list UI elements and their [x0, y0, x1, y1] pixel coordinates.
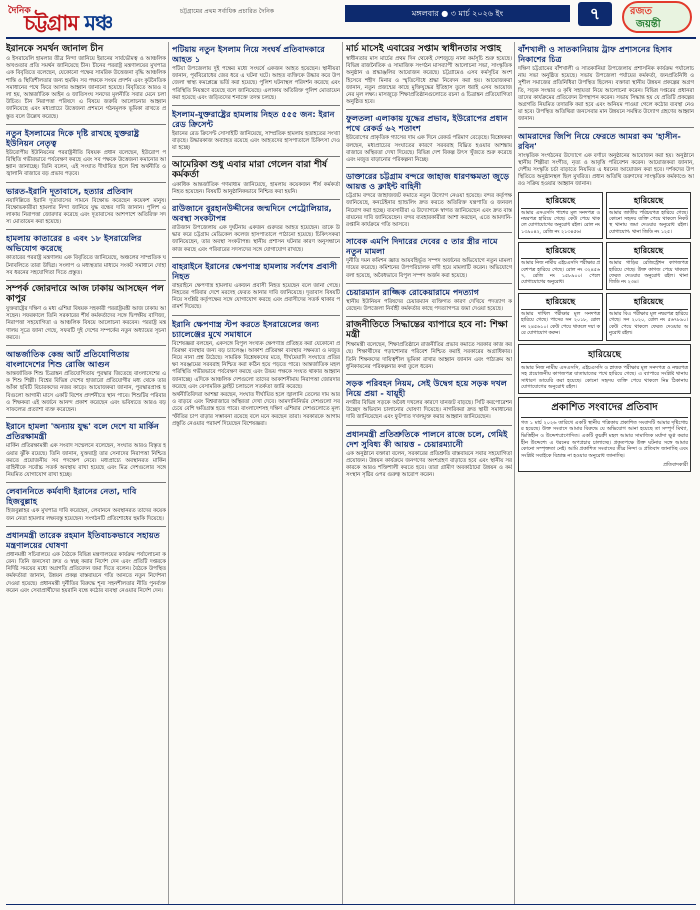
lost-notice-title: হারিয়েছে: [521, 296, 600, 310]
badge-line2: জয়ন্তী: [636, 19, 661, 30]
headline[interactable]: ইরানে হামলা 'অন্যায় যুদ্ধ' বলে দেশে যা মার্কিন প্রতিরক্ষামন্ত্রী: [6, 421, 159, 442]
headline[interactable]: বাহরাইনে ইরানের ক্ষেপণাস্ত্র হামলায় সর্বশেষ প্রবাসী নিহত: [172, 260, 338, 281]
page-number: ৭: [578, 2, 612, 26]
article-body: একাধিক আন্তর্জাতিক গণমাধ্যম জানিয়েছে, হামলায় কয়েকজন শীর্ষ কর্মকর্তা নিহত হয়েছেন। বিষয়টি আনুষ্ঠানিকভাবে নিশ্চিত করা হয়নি।: [172, 181, 340, 195]
headline[interactable]: প্রধানমন্ত্রী তারেক রহমান ইতিবাচকভাবে সহায়ত মন্ত্রণালয়ের ঘোষণা: [6, 529, 160, 550]
article-body: রাউজান উপজেলায় এক দুর্ঘটনায় একজন গুরুতর আহত হয়েছেন। তাকে উদ্ধার করে চট্টগ্রাম মেডিকেল কলেজ হাসপাতালে পাঠানো হয়েছে। চিকিৎসকরা জানিয়েছেন, তার অবস্থা সংকটাপন্ন। স্থানীয় প্রশাসন ঘটনার কারণ অনুসন্ধানে কাজ করছে এবং পরিবারের সদস্যদের সঙ্গে যোগাযোগ রাখছে।: [172, 225, 340, 253]
lost-notice-title: হারিয়েছে: [521, 245, 600, 259]
article-body: চট্টগ্রাম বন্দরে জাহাজজট কমাতে নতুন উদ্যোগ নেওয়া হয়েছে। বন্দর কর্তৃপক্ষ জানিয়েছে, কনটেইনার হ্যান্ডলিং দ্রুত করতে অতিরিক্ত যন্ত্রপাতি ও জনবল নিয়োগ করা হচ্ছে। ব্যবসায়ীরা এ উদ্যোগকে স্বাগত জানিয়েছেন এবং দ্রুত বাস্তবায়নের দাবি জানিয়েছেন। বন্দর ব্যবহারকারীরা আশা করছেন, এতে আমদানি-রপ্তানি কার্যক্রমে গতি আসবে।: [346, 193, 512, 229]
divider: [346, 425, 512, 426]
headline[interactable]: পটিয়ায় নতুন ইসলাম নিয়ে সংঘর্ষ প্রতিবাদকারে আহত ১: [172, 44, 325, 64]
anniversary-badge: [620, 0, 696, 34]
lost-notice-body: আমার নিজ নামীয় এসএসসি, এইচএসসি ও স্নাতক পরীক্ষার মূল সনদপত্র ও নম্বরপত্রসহ প্রয়োজনীয় কাগজপত্র যাতায়াতের পথে হারিয়ে গেছে। এ ব্যাপারে সংশ্লিষ্ট থানায় সাধারণ ডায়েরি করা হয়েছে। কোনো সহৃদয় ব্যক্তি পেয়ে থাকলে নিম্ন ঠিকানায় যোগাযোগের অনুরোধ রইল।: [521, 364, 688, 391]
headline[interactable]: ইরানকে সমর্থন জানাল চীন: [6, 44, 104, 54]
divider: [518, 127, 694, 128]
headline[interactable]: রাউজানে বুরহানউদ্দীনের জন্মদিনে পেট্রোলিয়ার, অবস্থা সংকটাপন্ন: [172, 203, 332, 224]
column-1: [6, 42, 166, 904]
article-body: ও ইসরায়েলি হামলার তীব্র নিন্দা জানিয়ে ইরানের সার্বভৌমত্ব ও আঞ্চলিক অখণ্ডতার প্রতি সমর্থন জানিয়েছে চীন। চীনের পররাষ্ট্র মন্ত্রণালয়ের মুখপাত্র এক বিবৃতিতে বলেছেন, যেকোনো পক্ষের সামরিক উত্তেজনা বৃদ্ধি আঞ্চলিক শান্তি ও স্থিতিশীলতার জন্য হুমকি। সব পক্ষকে সংযম প্রদর্শন এবং কূটনৈতিক সমাধানের পথে ফিরে আসার আহ্বান জানানো হয়েছে। বিবৃতিতে আরও বলা হয়, আন্তর্জাতিক আইন ও জাতিসংঘ সনদের মূলনীতি সবার মেনে চলা উচিত। চীন নিরাপত্তা পরিষদে এ বিষয়ে জরুরি আলোচনার আহ্বান জানিয়েছে এবং মধ্যপ্রাচ্যে উত্তেজনা প্রশমনে গঠনমূলক ভূমিকা রাখতে প্রস্তুত বলে উল্লেখ করেছে।: [6, 56, 166, 120]
page-bottom-rule: [6, 904, 696, 905]
column-divider: [514, 42, 515, 904]
column-divider: [168, 42, 169, 904]
lost-notice-body: আমার জাতীয় পরিচয়পত্র হারিয়ে গেছে। কোনো সহৃদয় ব্যক্তি পেয়ে থাকলে নিকটস্থ থানায় জমা দেওয়ার অনুরোধ রইল। যোগাযোগ: থানা জিডি নং ১২৫।: [609, 210, 688, 235]
lost-notice[interactable]: [606, 293, 691, 341]
article-body: নয়াদিল্লিতে ইরানি দূতাবাসের সামনে বিক্ষোভ করেছেন কয়েকশ মানুষ। বিক্ষোভকারীরা হামলার নিন্দা জানিয়ে যুদ্ধ বন্ধের দাবি জানান। পুলিশ এলাকায় নিরাপত্তা জোরদার করেছে এবং দূতাবাসের আশপাশে অতিরিক্ত সদস্য মোতায়েন করা হয়েছে।: [6, 197, 166, 226]
column-3: [346, 42, 512, 904]
headline[interactable]: নতুন ইসলামের দিকে দৃষ্টি রাখছে যুক্তরাষ্ট্র ইউনিয়ন নেতৃত্ব: [6, 127, 140, 148]
logo-prefix: দৈনিক: [8, 6, 31, 16]
issue-date: মঙ্গলবার ● ৩ মার্চ ২০২৬ ইং: [345, 5, 570, 22]
headline[interactable]: চেয়ারম্যান রাজ্জিক রোকেয়ারামে পদত্যাগ: [346, 286, 479, 297]
divider: [6, 229, 166, 230]
article-body: স্থানীয় ইউনিয়ন পরিষদের চেয়ারম্যান ব্যক্তিগত কারণ দেখিয়ে পদত্যাগ করেছেন। উপজেলা নির্বাহী কর্মকর্তার কাছে পদত্যাগপত্র জমা দেওয়া হয়েছে।: [346, 298, 512, 313]
protest-title: প্রকাশিত সংবাদের প্রতিবাদ: [521, 400, 688, 418]
lost-notice[interactable]: [518, 192, 603, 240]
masthead: [0, 0, 700, 36]
headline[interactable]: আমেরিকা শুধু এবার মারা গেলেন বারা শীর্ষ কর্মকর্তা: [172, 159, 328, 180]
article-body: অর্থনীতিবিদরা আশঙ্কা করছেন, সংঘাত দীর্ঘায়িত হলে জ্বালানি তেলের দাম আরও বাড়বে এবং বিশ্ববাজারে অস্থিরতা দেখা দেবে। আমদানিনির্ভর দেশগুলো সবচেয়ে বেশি ক্ষতিগ্রস্ত হতে পারে। বাংলাদেশসহ দক্ষিণ এশিয়ার দেশগুলোতে মূল্যস্ফীতির চাপ বাড়ার সম্ভাবনা রয়েছে বলে মনে করছেন তারা। সরকারকে আগাম প্রস্তুতি নেওয়ার পরামর্শ দিয়েছেন বিশেষজ্ঞরা।: [172, 392, 340, 427]
lost-notice[interactable]: [518, 242, 603, 290]
badge-line1: রজত: [630, 6, 652, 17]
article-body: কাতারের পররাষ্ট্র মন্ত্রণালয় এক বিবৃতিতে জানিয়েছে, অঞ্চলের সাম্প্রতিক ঘটনাবলিতে তারা উদ্বিগ্ন। সংলাপ ও মধ্যস্থতার মাধ্যমে সংকট সমাধানে দোহা সব ধরনের সহযোগিতা দিতে প্রস্তুত।: [6, 255, 166, 276]
article-body: স্বাধীনতার মাস মার্চের প্রথম দিন থেকেই দেশজুড়ে নানা কর্মসূচি শুরু হয়েছে। বিভিন্ন রাজনৈতিক ও সামাজিক সংগঠন মাসব্যাপী আলোচনা সভা, সাংস্কৃতিক অনুষ্ঠান ও শ্রদ্ধাঞ্জলির আয়োজন করেছে। চট্টগ্রামেও এসব কর্মসূচির অংশ হিসেবে শহীদ মিনার ও স্মৃতিসৌধে শ্রদ্ধা নিবেদন করা হয়। আয়োজকরা জানান, নতুন প্রজন্মের কাছে মুক্তিযুদ্ধের ইতিহাস তুলে ধরাই এসব আয়োজনের মূল লক্ষ্য। মাসজুড়ে শিক্ষাপ্রতিষ্ঠানগুলোতে রচনা ও চিত্রাঙ্কন প্রতিযোগিতা অনুষ্ঠিত হবে।: [346, 56, 512, 106]
article-body: সাংস্কৃতিক সংগঠনের উদ্যোগে এক বর্ণাঢ্য অনুষ্ঠানের আয়োজন করা হয়। অনুষ্ঠানে স্থানীয় শিল্পীরা সংগীত, নৃত্য ও আবৃত্তি পরিবেশন করেন। আয়োজকরা জানান, দেশীয় সংস্কৃতি চর্চা বাড়াতে নিয়মিত এ ধরনের আয়োজন করা হবে। দর্শকদের উপস্থিতিতে অনুষ্ঠানস্থল ছিল মুখরিত। প্রধান অতিথি তরুণদের সাংস্কৃতিক কর্মকাণ্ডে আরও সক্রিয় হওয়ার আহ্বান জানান।: [518, 152, 694, 188]
article-body: আন্তর্জাতিক শিশু চিত্রাঙ্কন প্রতিযোগিতায় পুরস্কার জিতেছে বাংলাদেশের এক শিশু শিল্পী। বিশ্বের বিভিন্ন দেশের হাজারো প্রতিযোগীর মধ্য থেকে তার আঁকা ছবিটি বিচারকদের নজর কাড়ে। আয়োজকরা জানান, পুরস্কারপ্রাপ্ত ছবিগুলো আগামী মাসে একটি বিশেষ প্রদর্শনীতে স্থান পাবে। শিশুটির পরিবার ও শিক্ষকরা এই অর্জনে আনন্দ প্রকাশ করেছেন এবং ভবিষ্যতে আরও বড় সাফল্যের প্রত্যাশা ব্যক্ত করেছেন।: [6, 371, 166, 414]
headline[interactable]: মার্চ মাসেই এবারের সপ্তাম স্বাধীনতার সপ্তাহ: [346, 44, 501, 54]
headline[interactable]: ভারত-ইরানি দূতাবাসে, হত্যার প্রতিবাদ: [6, 185, 133, 196]
newspaper-logo[interactable]: [6, 3, 166, 33]
divider: [172, 156, 340, 157]
lost-notice-title: হারিয়েছে: [609, 245, 688, 259]
lost-notice[interactable]: [518, 293, 603, 341]
lost-notice-title: হারিয়েছে: [521, 195, 600, 209]
article-body: দক্ষিণ চট্টগ্রামের বাঁশখালী ও সাতকানিয়া উপজেলায় প্রশাসনিক কার্যক্রম পর্যালোচনায় সভা অনুষ্ঠিত হয়েছে। সভায় উপজেলা পর্যায়ের কর্মকর্তা, জনপ্রতিনিধি ও সুশীল সমাজের প্রতিনিধিরা উপস্থিত ছিলেন। বক্তারা স্থানীয় উন্নয়ন প্রকল্পের অগ্রগতি, সড়ক সংস্কার ও কৃষি সহায়তা নিয়ে আলোচনা করেন। বিভিন্ন দপ্তরের প্রধানরা তাদের কার্যক্রমের প্রতিবেদন উপস্থাপন করেন। সভায় সিদ্ধান্ত হয় যে প্রতিটি প্রকল্পের অগ্রগতি নিয়মিত তদারকি করা হবে এবং অনিয়ম পাওয়া গেলে কঠোর ব্যবস্থা নেওয়া হবে। উপস্থিত অতিথিরা জনসেবার মান উন্নয়নে সমন্বিত উদ্যোগ গ্রহণের আহ্বান জানান।: [518, 66, 694, 123]
protest-body: গত ১ মার্চ ২০২৬ তারিখে একটি স্থানীয় পত্রিকায় প্রকাশিত সংবাদটি আমার দৃষ্টিগোচর হয়েছে। উক্ত সংবাদে আমার বিরুদ্ধে যে অভিযোগ আনা হয়েছে তা সম্পূর্ণ মিথ্যা, ভিত্তিহীন ও উদ্দেশ্যপ্রণোদিত। একটি কুচক্রী মহল আমার সামাজিক মর্যাদা ক্ষুণ্ণ করার হীন উদ্দেশ্যে এ ধরনের অপপ্রচার চালাচ্ছে। প্রকৃতপক্ষে উক্ত ঘটনার সঙ্গে আমার কোনো সম্পৃক্ততা নেই। আমি প্রকাশিত সংবাদের তীব্র নিন্দা ও প্রতিবাদ জানাচ্ছি এবং সংশ্লিষ্ট সবাইকে বিভ্রান্ত না হওয়ার অনুরোধ জানাচ্ছি।: [521, 419, 688, 459]
lost-notice-title: হারিয়েছে: [521, 347, 688, 363]
headline[interactable]: সম্পর্ক জোরদারে আজ ঢাকায় আসছেন পল কাপুর: [6, 284, 164, 305]
article-body: হিজবুল্লাহর এক মুখপাত্র দাবি করেছেন, লেবাননে অবস্থানরত তাদের কয়েকজন নেতা হামলার লক্ষ্যবস্তু হয়েছেন। সংগঠনটি প্রতিশোধের হুমকি দিয়েছে।: [6, 508, 166, 522]
divider: [172, 257, 340, 258]
column-2: [172, 42, 340, 904]
divider: [346, 109, 512, 110]
lost-notice-wide[interactable]: [518, 344, 691, 394]
article-body: দুর্নীতি দমন কমিশন জ্ঞাত আয়বহির্ভূত সম্পদ অর্জনের অভিযোগে নতুন মামলা দায়ের করেছে। কমিশনের উপপরিচালক বাদী হয়ে মামলাটি করেন। অভিযোগে বলা হয়েছে, অবৈধভাবে বিপুল সম্পদ অর্জন করা হয়েছে।: [346, 258, 512, 279]
divider: [346, 316, 512, 317]
divider: [172, 315, 340, 316]
lost-notice-title: হারিয়েছে: [609, 195, 688, 209]
headline[interactable]: সাবেক এমপি দিদারের দেবের ৫ তার স্ত্রীর নামে নতুন মামলা: [346, 236, 498, 257]
headline[interactable]: রাজনীতিতে সিদ্ধান্তের ব্যাপারে হবে না: শিক্ষা মন্ত্রী: [346, 320, 508, 341]
divider: [346, 283, 512, 284]
article-body: শিক্ষামন্ত্রী বলেছেন, শিক্ষাপ্রতিষ্ঠানে রাজনীতির প্রভাব কমাতে সরকার কাজ করছে। শিক্ষার্থীদের পড়াশোনার পরিবেশ নিশ্চিত করাই সরকারের অগ্রাধিকার। তিনি শিক্ষকদের দায়িত্বশীল ভূমিকা রাখার আহ্বান জানান এবং পাঠ্যক্রম আধুনিকায়নের পরিকল্পনার কথা তুলে ধরেন।: [346, 342, 512, 370]
headline[interactable]: লেবাননিতে কর্মবাদী ইরানের নেতা, দাবি হিজবুল্লাহ: [6, 486, 137, 507]
lost-notice-body: আমার গাড়ির রেজিস্ট্রেশন কাগজপত্র হারিয়ে গেছে। উক্ত কাগজ পেয়ে থাকলে ফেরত দেওয়ার অনুরোধ রইল। থানা জিডি নং ২৩৪।: [609, 261, 688, 286]
divider: [172, 199, 340, 200]
column-divider: [342, 42, 343, 904]
divider: [6, 345, 166, 346]
divider: [6, 482, 166, 483]
article-body: এক অনুষ্ঠানে বক্তারা বলেন, সরকারের প্রতিশ্রুতি বাস্তবায়নে সবার সহযোগিতা প্রয়োজন। উন্নয়ন কার্যক্রমে জনগণের অংশগ্রহণ বাড়াতে হবে এবং স্থানীয় সরকারকে আরও শক্তিশালী করতে হবে। তারা গ্রামীণ অবকাঠামো উন্নয়ন ও কর্মসংস্থান সৃষ্টির ওপর গুরুত্ব আরোপ করেন।: [346, 450, 512, 479]
headline[interactable]: আমরাদের জিপি নিয়ে ফেরতে আমরা কম 'হাসীন-রবিন': [518, 130, 681, 151]
divider: [172, 105, 340, 106]
classifieds-grid: [518, 192, 694, 341]
article-body: নগরীর বিভিন্ন সড়কে অবৈধ দখলের কারণে যানজট বাড়ছে। সিটি করপোরেশন উচ্ছেদ অভিযান চালানোর ঘোষণা দিয়েছে। নাগরিকরা দ্রুত স্থায়ী সমাধানের দাবি জানিয়েছেন এবং ফুটপাত দখলমুক্ত করার আহ্বান জানিয়েছেন।: [346, 400, 512, 421]
article-body: ইউরোপীয় ইউনিয়নের পররাষ্ট্রনীতি বিষয়ক প্রধান বলেছেন, ইউরোপ পরিস্থিতি গভীরভাবে পর্যবেক্ষণ করছে এবং সব পক্ষকে উত্তেজনা কমানোর আহ্বান জানাচ্ছে। তিনি বলেন, এই সংঘাত দীর্ঘায়িত হলে বিশ্ব অর্থনীতি ও জ্বালানি বাজারে বড় প্রভাব পড়বে।: [6, 149, 166, 178]
headline[interactable]: বাঁশখালী ও সাতকানিয়ায় ট্রাফ প্রশাসনের হিসাব নিকাশের চিত্র: [518, 44, 673, 64]
headline[interactable]: আন্তর্জাতিক কেন্দ্র আর্ট প্রতিযোগিতায় বাংলাদেশের শিশু রোজি আগুন: [6, 349, 130, 370]
divider: [6, 526, 166, 527]
headline[interactable]: হামলায় কাতারের ৪ এবং ১৮ ইসরায়েলির অভিযোগ করেছে: [6, 233, 142, 254]
lost-notice-title: হারিয়েছে: [609, 296, 688, 310]
divider: [6, 182, 166, 183]
article-body: বাহরাইনে ক্ষেপণাস্ত্র হামলায় একজন প্রবাসী নিহত হয়েছেন বলে জানা গেছে। নিহতের পরিবার দেশে মরদেহ ফেরত আনার দাবি জানিয়েছে। দূতাবাস বিষয়টি নিয়ে সংশ্লিষ্ট কর্তৃপক্ষের সঙ্গে যোগাযোগ করছে এবং প্রবাসীদের সতর্ক থাকার পরামর্শ দিয়েছে।: [172, 282, 340, 311]
protest-signature: প্রতিবাদকারী: [663, 462, 688, 469]
headline[interactable]: ইসলাম-যুক্তরাষ্ট্রের হামলায় নিহত ৫৫৫ জন: ইরান রেড ক্রিসেন্ট: [172, 109, 335, 130]
divider: [346, 167, 512, 168]
article-body: পটিয়া উপজেলায় দুই পক্ষের মধ্যে সংঘর্ষে একজন আহত হয়েছেন। স্থানীয়রা জানান, পূর্ববিরোধের জের ধরে এ ঘটনা ঘটে। আহত ব্যক্তিকে উদ্ধার করে উপজেলা স্বাস্থ্য কমপ্লেক্সে ভর্তি করা হয়েছে। পুলিশ ঘটনাস্থল পরিদর্শন করেছে এবং পরিস্থিতি নিয়ন্ত্রণে রয়েছে বলে জানিয়েছে। এলাকায় অতিরিক্ত পুলিশ মোতায়েন করা হয়েছে এবং জড়িতদের শনাক্তে তদন্ত চলছে।: [172, 66, 340, 101]
article-body: প্রধানমন্ত্রী সচিবালয়ে এক বৈঠকে বিভিন্ন মন্ত্রণালয়ের কার্যক্রম পর্যালোচনা করেন। তিনি জনসেবা দ্রুত ও স্বচ্ছ করার নির্দেশ দেন এবং প্রতিটি দপ্তরকে নির্দিষ্ট সময়ের মধ্যে অগ্রগতি প্রতিবেদন জমা দিতে বলেন। বৈঠকে উপস্থিত কর্মকর্তারা জানান, উন্নয়ন প্রকল্প বাস্তবায়নে গতি আনতে নতুন নির্দেশনা দেওয়া হয়েছে। প্রধানমন্ত্রী দুর্নীতির বিরুদ্ধে শূন্য সহনশীলতার নীতি পুনর্ব্যক্ত করেন এবং সেবাপ্রার্থীদের হয়রানি বন্ধে কঠোর ব্যবস্থা নেওয়ার নির্দেশ দেন।: [6, 551, 166, 594]
lost-notice[interactable]: [606, 192, 691, 240]
headline[interactable]: সড়ক পরিবহন নিয়ম, সেই উদ্বেগ হয়ে সড়ক দখল নিয়ে প্রয়া - যায়ূহী: [346, 378, 507, 399]
lost-notice-body: আমার দাখিল পরীক্ষার মূল সনদপত্র হারিয়ে গেছে। পাসের সন ২০১৮, রোল নং ২৪৫৬১০। কেউ পেয়ে থাকলে দয়া করে যোগাযোগ করুন।: [521, 311, 600, 337]
lost-notice-body: আমার নিজ নামীয় এইচএসসি পরীক্ষার প্রবেশপত্র হারিয়ে গেছে। রোল নং ৩২৪৫৬৭, রেজি নং ১৫৮৯০০। পেলে যোগাযোগের অনুরোধ।: [521, 261, 600, 286]
article-body: যুক্তরাষ্ট্রের দক্ষিণ ও মধ্য এশিয়া বিষয়ক সহকারী পররাষ্ট্রমন্ত্রী আজ ঢাকায় আসছেন। সফরকালে তিনি সরকারের শীর্ষ কর্মকর্তাদের সঙ্গে দ্বিপক্ষীয় বাণিজ্য, নিরাপত্তা সহযোগিতা ও আঞ্চলিক বিষয়ে আলোচনা করবেন। পররাষ্ট্র মন্ত্রণালয় সূত্রে জানা গেছে, সফরটি দুই দেশের সম্পর্কের নতুন অধ্যায়ের সূচনা করবে।: [6, 306, 166, 341]
headline[interactable]: ডাক্তারের চট্টগ্রাম বন্দরে জাহাজ ধারণক্ষমতা জুড়ে আয়ত্ত ও ক্লাইন্ট বাহিনী: [346, 171, 510, 192]
article-body: ইউরোপের প্রাকৃতিক গ্যাসের দাম এক দিনে রেকর্ড পরিমাণ বেড়েছে। বিশ্লেষকরা বলছেন, মধ্যপ্রাচ্যের সংঘাতের কারণে সরবরাহ বিঘ্নিত হওয়ার আশঙ্কায় বাজারে অস্থিরতা দেখা দিয়েছে। বিভিন্ন দেশ বিকল্প উৎস খুঁজতে শুরু করেছে এবং মজুত বাড়ানোর পরিকল্পনা নিচ্ছে।: [346, 135, 512, 164]
headline[interactable]: প্রধানমন্ত্রী প্রতিশ্রুতিকে পালনে রাজে চলে, গেমিই দেশ সুবিধ্য কী আয়ত্ত - চেয়ারম্যানেী: [346, 428, 508, 449]
lost-notice[interactable]: [606, 242, 691, 290]
column-4: [518, 42, 694, 904]
headline[interactable]: ইরানি ক্ষেপণাস্ত্র স্টপ করতে ইসরায়েলের জন্য চ্যালেঞ্জের মুখে সমাধানে: [172, 318, 319, 339]
tagline: চট্টগ্রামের প্রথম সর্বাধিক প্রচারিত দৈনিক: [180, 8, 274, 15]
article-body: বিশেষজ্ঞরা বলছেন, একসঙ্গে বিপুল সংখ্যক ক্ষেপণাস্ত্র প্রতিহত করা যেকোনো প্রতিরক্ষা ব্যবস্থার জন্য বড় চ্যালেঞ্জ। আকাশ প্রতিরক্ষা ব্যবস্থার সক্ষমতা ও মজুত নিয়ে নানা প্রশ্ন উঠেছে। সামরিক বিশ্লেষকদের মতে, দীর্ঘমেয়াদি সংঘাতে প্রতিরক্ষা সরঞ্জামের সরবরাহ নিশ্চিত করা কঠিন হয়ে পড়তে পারে। আন্তর্জাতিক মহল পরিস্থিতি গভীরভাবে পর্যবেক্ষণ করছে এবং উভয় পক্ষকে সংযত থাকার আহ্বান জানাচ্ছে। এদিকে আঞ্চলিক দেশগুলো তাদের আকাশসীমায় নিরাপত্তা জোরদার করেছে এবং বেসামরিক ফ্লাইট চলাচলে সতর্কতা জারি করেছে।: [172, 340, 340, 390]
divider: [6, 124, 166, 125]
headline[interactable]: ফুলতলা এলাকায় যুদ্ধের প্রভাব, ইউরোপের প্রধান পথে রেকর্ড ৬২ শতাংশ: [346, 113, 508, 134]
protest-notice[interactable]: [518, 397, 691, 472]
divider: [346, 374, 512, 375]
article-body: ইরানের রেড ক্রিসেন্ট সোসাইটি জানিয়েছে, সাম্প্রতিক হামলায় হতাহতের সংখ্যা বাড়ছে। উদ্ধারকাজ অব্যাহত রয়েছে এবং আহতদের হাসপাতালে চিকিৎসা দেওয়া হচ্ছে।: [172, 131, 340, 152]
logo-title: চট্টগ্রাম মঞ্চ: [24, 11, 113, 35]
article-body: মার্কিন প্রতিরক্ষামন্ত্রী এক সংবাদ সম্মেলনে বলেছেন, সংঘাত আরও বিস্তৃত হওয়ার ঝুঁকি রয়েছে। তিনি জানান, যুক্তরাষ্ট্র তার সেনাদের নিরাপত্তা নিশ্চিত করতে প্রয়োজনীয় সব পদক্ষেপ নেবে। মধ্যপ্রাচ্যে অবস্থানরত মার্কিন বাহিনীকে সর্বোচ্চ সতর্ক অবস্থায় রাখা হয়েছে এবং মিত্র দেশগুলোর সঙ্গে নিয়মিত যোগাযোগ রাখা হচ্ছে।: [6, 443, 166, 479]
lost-notice-body: আমার এসএসসি পাশের মূল সনদপত্র ও নম্বরপত্র হারিয়ে গেছে। কেউ পেয়ে থাকলে যোগাযোগের অনুরোধ রইল। রোল নং ১৩৯০৪২, রেজি নং ২১৩৪৫৬।: [521, 210, 600, 235]
lost-notice-body: আমার বিএ পরীক্ষার মূল নম্বরপত্র হারিয়ে গেছে। সন ২০২০, রোল নং ৫৬৭৮৯০। কেউ পেয়ে থাকলে ফেরত দেওয়ার অনুরোধ রইল।: [609, 311, 688, 337]
masthead-divider: [6, 37, 696, 39]
divider: [6, 417, 166, 418]
divider: [346, 232, 512, 233]
divider: [6, 280, 166, 281]
